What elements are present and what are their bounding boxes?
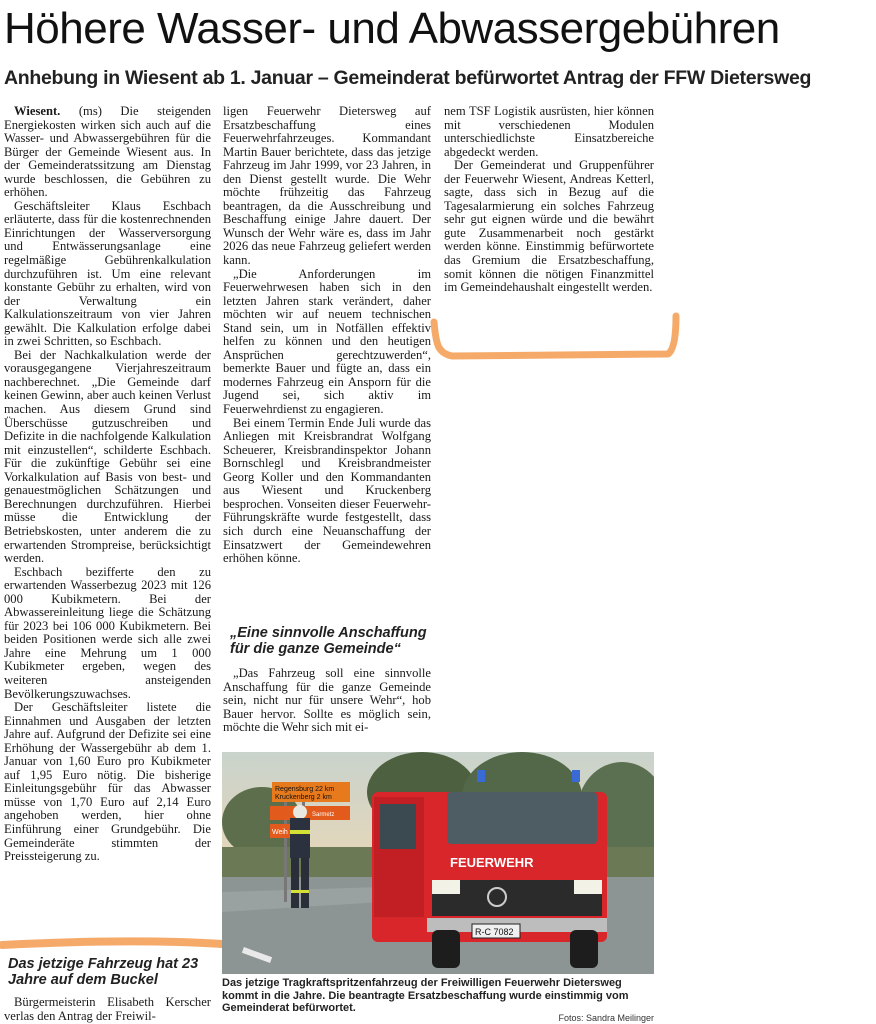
paragraph: Der Geschäftsleiter listete die Einnahmen und Ausgaben der letzten Jahre auf. Aufgrund der Defizite sei eine Erhöhung der Wassergebühr ab dem 1. Januar von 1,60 Euro pro Kubikmeter auf 1,95 Euro nötig. Die bisherige Einleitungsgebühr für das Abwasser müsse von 1,70 Euro auf 2,14 Euro angehoben werden, hier ohne Einführung einer Grundgebühr. Die Gemeinderäte stimmten der Preissteigerung zu. — [4, 700, 211, 864]
headline: Höhere Wasser- und Abwassergebühren — [4, 4, 780, 53]
fire-truck-photo — [222, 752, 654, 974]
sign-text-4: Weih — [272, 829, 288, 836]
highlighter-mark-left — [2, 941, 222, 945]
photo-illustration — [222, 752, 654, 974]
highlighter-mark-right — [434, 316, 676, 356]
paragraph: Bei einem Termin Ende Juli wurde das Anliegen mit Kreisbrandrat Wolfgang Scheuerer, Kreisbrandinspektor Johann Bornschlegl und Kreisbrandmeister Georg Koller und den Kommandanten aus Wiesent und Kruckenberg besprochen. Vonseiten dieser Feuerwehr-Führungskräfte wurde festgestellt, dass sich durch eine Neuanschaffung der Einsatzwert der Gemeindewehren erhöhen könne. — [223, 415, 431, 566]
paragraph: Der Gemeinderat und Gruppenführer der Feuerwehr Wiesent, Andreas Ketterl, sagte, dass sich in Bezug auf die Tagesalarmierung ein solches Fahrzeug sehr gut eignen würde und die bewährt gute Zusammenarbeit noch gestärkt werden könne. Einstimmig befürwortete das Gremium die Ersatzbeschaffung, somit können die nötigen Finanzmittel im Gemeindehaushalt eingestellt werden. — [444, 158, 654, 295]
paragraph: nem TSF Logistik ausrüsten, hier können mit verschiedenen Modulen unterschiedlichste Einsatzbereiche abgedeckt werden. — [444, 104, 654, 159]
paragraph: Geschäftsleiter Klaus Eschbach erläuterte, dass für die kostenrechnenden Einrichtungen der Wasserversorgung und Entwässerungsanlage eine regelmäßige Gebührenkalkulation durchzuführen ist. Um eine relevant konstante Gebühr zu erhalten, wird von der Verwaltung ein Kalkulationszeitraum von vier Jahren gewählt. Die Kalkulation erfolge dabei in zwei Schritten, so Eschbach. — [4, 198, 211, 349]
sign-text-2: Kruckenberg 2 km — [275, 794, 332, 801]
truck-label: FEUERWEHR — [450, 855, 534, 870]
paragraph: Bürgermeisterin Elisabeth Kerscher verlas den Antrag der Freiwil- — [4, 995, 211, 1023]
plate: R-C 7082 — [475, 927, 514, 937]
paragraph: „Die Anforderungen im Feuerwehrwesen haben sich in den letzten Jahren stark verändert, daher möchten wir auf neuem technischen Stand sein, um in Notfällen effektiv helfen zu können und den heutigen Ansprüchen gerechtzuwerden“, bemerkte Bauer und fügte an, dass ein modernes Fahrzeug ein Ansporn für die Jugend sei, sich aktiv im Feuerwehrdienst zu engagieren. — [223, 266, 431, 417]
section-subtitle-2: „Eine sinnvolle Anschaffung für die ganze Gemeinde“ — [230, 625, 427, 657]
sign-text-1: Regensburg 22 km — [275, 786, 335, 793]
photo-caption: Das jetzige Tragkraftspritzenfahrzeug der Freiwilligen Feuerwehr Dietersweg kommt in die Jahre. Die beantragte Ersatzbeschaffung wurde einstimmig vom Gemeinderat befürwortet. — [222, 977, 629, 1015]
paragraph: Eschbach bezifferte den zu erwartenden Wasserbezug 2023 mit 126 000 Kubikmetern. Bei der Abwassereinleitung liege die Schätzung für 2023 bei 106 000 Kubikmetern. Bei beiden Positionen werde sich alle zwei Jahre eine Mehrung um 1 000 Kubikmeter ergeben, wegen des weiteren ansteigenden Bevölkerungszuwachses. — [4, 564, 211, 701]
dateline: Wiesent. — [14, 104, 61, 118]
subheadline: Anhebung in Wiesent ab 1. Januar – Gemeinderat befürwortet Antrag der FFW Dietersweg — [4, 67, 812, 89]
sign-text-3: Sarmetz — [312, 812, 335, 818]
paragraph: Bei der Nachkalkulation werde der vorausgegangene Vierjahreszeitraum nachberechnet. „Die Gemeinde darf keinen Gewinn, aber auch keinen Verlust machen. Aus diesem Grund sind Überschüsse gutzuschreiben und Defizite in die nachfolgende Kalkulation mit einzustellen“, schilderte Eschbach. Für die zukünftige Gebühr sei eine Vorkalkulation auf Basis von best- und genauestmöglichen Schätzungen und Berechnungen durchzuführen. Hierbei müsse die Entwicklung der Betriebskosten, unter anderem die zu erwartenden Strompreise, berücksichtigt werden. — [4, 347, 211, 566]
paragraph: „Das Fahrzeug soll eine sinnvolle Anschaffung für die ganze Gemeinde sein, nicht nur für unsere Wehr“, hob Bauer hervor. Sollte es möglich sein, möchte die Wehr sich mit ei- — [223, 666, 431, 735]
paragraph: ligen Feuerwehr Dietersweg auf Ersatzbeschaffung eines Feuerwehrfahrzeuges. Kommandant Martin Bauer berichtete, dass das jetzige Fahrzeug im Jahr 1999, vor 23 Jahren, in den Dienst gestellt wurde. Die Wehr möchte frühzeitig das Fahrzeug beantragen, da die Ausschreibung und Beschaffung einige Jahre dauert. Der Wunsch der Wehr wäre es, dass im Jahr 2026 das neue Fahrzeug geliefert werden kann. — [223, 104, 431, 268]
photo-credit: Fotos: Sandra Meilinger — [558, 1013, 654, 1023]
paragraph-intro-text: (ms) Die steigenden Energiekosten wirken sich auch auf die Wasser- und Abwassergebühren für die Bürger der Gemeinde Wiesent aus. In der Gemeinderatssitzung am Dienstag wurde beschlossen, die Gebühren zu erhöhen. — [4, 104, 211, 200]
section-subtitle-1: Das jetzige Fahrzeug hat 23 Jahre auf dem Buckel — [8, 956, 199, 988]
